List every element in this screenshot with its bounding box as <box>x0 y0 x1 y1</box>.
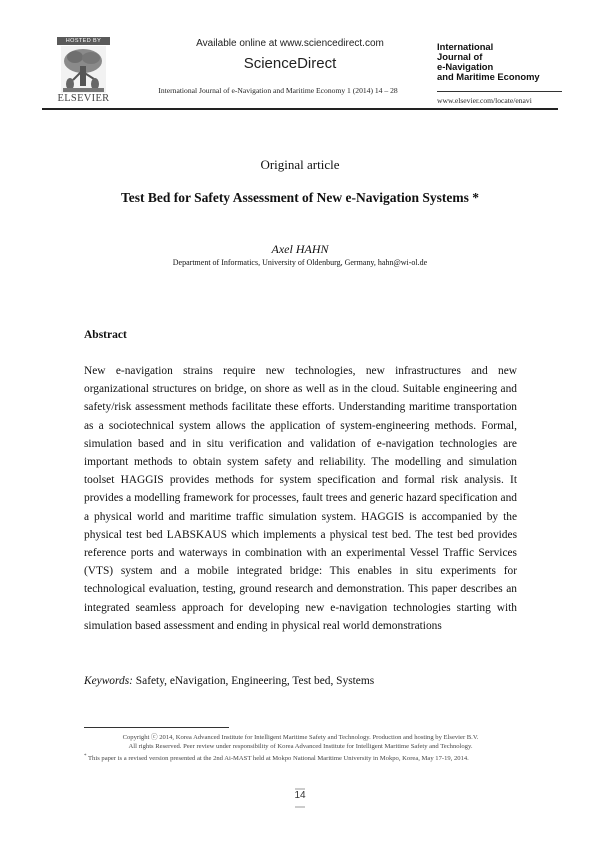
journal-url: www.elsevier.com/locate/enavi <box>437 96 532 105</box>
elsevier-logo <box>57 37 110 105</box>
keywords <box>84 675 517 687</box>
abstract-heading: Abstract <box>84 329 127 341</box>
journal-title-line: e-Navigation <box>437 61 494 72</box>
journal-masthead <box>437 42 562 96</box>
copyright-notice <box>84 733 517 751</box>
article-title: Test Bed for Safety Assessment of New e-Navigation Systems * <box>120 190 480 205</box>
hosted-by-label: HOSTED BY <box>57 37 110 45</box>
elsevier-tree-icon <box>61 46 106 93</box>
header-divider <box>42 108 558 110</box>
footnote-text: This paper is a revised version presented at the 2nd Ai-MAST held at Mokpo National Maritime University in Mokpo, Korea, May 17-19, 2014. <box>88 755 469 763</box>
abstract-body: New e-navigation strains require new technologies, new infrastructures and new organizational structures on bridge, on shore as well as in the cloud. Suitable engineering and safety/risk assessment methods facilitate these efforts. Understanding maritime transportation as a sociotechnical system allows the application of system-engineering methods. Formal, simulation based and in situ verification and validation of e-navigation technologies are important methods to obtain system safety and reliability. The modelling and simulation toolset HAGGIS provides methods for system specification and formal risk analysis. It provides a modelling framework for processes, fault trees and generic hazard specification and a physical world and maritime traffic simulation system. HAGGIS is accompanied by the physical test bed LABSKAUS which implements a physical test bed. The test bed provides reference ports and waterways in combination with an experimental Vessel Traffic Services (VTS) system and a mobile integrated bridge: This enables in situ experiments for technological evaluation, testing, ground research and demonstration. This paper describes an integrated seamless approach for developing new e-navigation technologies starting with simulation based assessment and ending in physical real world demonstrations <box>84 365 517 632</box>
keywords-value: Safety, eNavigation, Engineering, Test bed, Systems <box>135 675 375 687</box>
copyright-line: Copyright ⓒ 2014, Korea Advanced Institute for Intelligent Maritime Safety and Technology. Production and hosting by Elsevier B.V. <box>122 734 479 741</box>
journal-title <box>437 42 540 82</box>
article-type: Original article <box>260 157 340 172</box>
journal-title-line: Journal of <box>437 51 483 62</box>
author-name: Axel HAHN <box>271 242 329 256</box>
journal-citation: International Journal of e-Navigation and Maritime Economy 1 (2014) 14 – 28 <box>158 86 398 95</box>
footnote-divider <box>84 727 229 728</box>
keywords-label: Keywords: <box>84 675 133 687</box>
journal-title-line: International <box>437 41 494 52</box>
page-number: 14 <box>294 790 306 801</box>
sciencedirect-brand: ScienceDirect <box>243 55 337 72</box>
copyright-line: All rights Reserved. Peer review under responsibility of Korea Advanced Institute for Intelligent Maritime Safety and Technology. <box>128 743 473 750</box>
available-online-text: Available online at www.sciencedirect.com <box>196 38 384 49</box>
footnote <box>84 752 517 763</box>
author-affiliation: Department of Informatics, University of Oldenburg, Germany, hahn@wi-ol.de <box>172 258 428 267</box>
journal-divider <box>437 91 562 92</box>
journal-title-line: and Maritime Economy <box>437 71 540 82</box>
footnote-mark: * <box>84 754 87 759</box>
elsevier-wordmark: ELSEVIER <box>57 93 110 104</box>
